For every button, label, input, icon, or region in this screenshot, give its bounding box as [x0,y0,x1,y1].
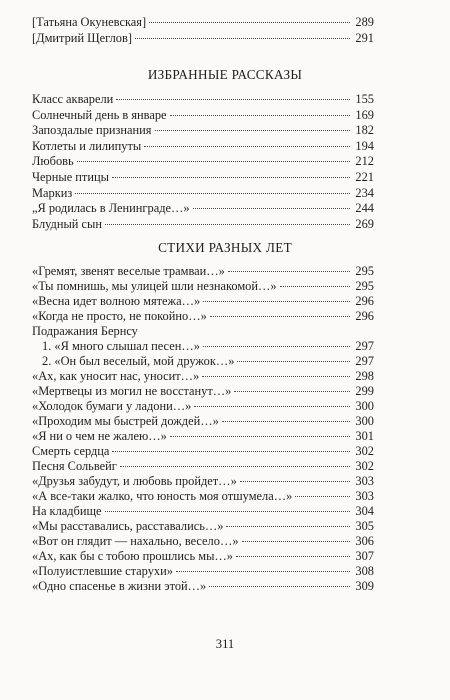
dot-leader [210,316,350,317]
toc-entry-title: Черные птицы [32,169,109,184]
dot-leader [234,391,350,392]
dot-leader [75,193,350,194]
dot-leader [240,481,350,482]
toc-entry [32,309,374,324]
toc-entry-title: На кладбище [32,504,102,518]
toc-entry [32,170,374,186]
dot-leader [194,406,350,407]
toc-poems-list [32,264,374,594]
toc-entry [32,504,374,519]
toc-entry-page: 306 [355,534,374,548]
toc-entry-page: 244 [355,201,374,216]
dot-leader [176,571,350,572]
dot-leader [170,115,350,116]
toc-entry [32,444,374,459]
toc-entry-title: «Холодок бумаги у ладони…» [32,399,192,413]
toc-entry [32,474,374,489]
toc-entry-page: 303 [355,489,374,503]
section-heading-poems: СТИХИ РАЗНЫХ ЛЕТ [158,240,292,255]
dot-leader [228,271,350,272]
toc-entry-title: Подражания Бернсу [32,324,138,338]
dot-leader [203,346,350,347]
toc-entry-title: [Татьяна Окуневская] [32,15,147,29]
toc-entry-page: 291 [355,30,374,45]
toc-entry [32,279,374,294]
dot-leader [209,586,350,587]
toc-entry [32,339,374,354]
toc-entry-page: 302 [355,444,374,458]
toc-entry [32,384,374,399]
toc-entry-title: «Ах, как бы с тобою прошлись мы…» [32,549,233,563]
toc-entry-page: 300 [355,414,374,428]
toc-entry-title: Блудный сын [32,216,102,231]
toc-entry-title: «Я ни о чем не жалею…» [32,429,167,443]
toc-entry [32,108,374,124]
toc-entry-title: Песня Сольвейг [32,459,117,473]
toc-entry [32,31,374,47]
toc-entry-page: 304 [355,504,374,518]
dot-leader [203,301,350,302]
dot-leader [144,146,350,147]
toc-entry [32,564,374,579]
toc-entry-title: „Я родилась в Ленинграде…» [32,201,190,216]
dot-leader [149,22,350,23]
toc-entry-page: 296 [355,294,374,308]
toc-entry-title: «Гремят, звенят веселые трамваи…» [32,264,225,278]
toc-entry-page: 194 [355,138,374,153]
toc-entry-title: «Весна идет волною мятежа…» [32,294,201,308]
toc-entry-title: Солнечный день в январе [32,107,167,122]
toc-entry-page: 295 [355,279,374,293]
toc-entry-title: Любовь [32,154,74,169]
toc-entry-page: 303 [355,474,374,488]
toc-entry-page: 169 [355,107,374,122]
toc-entry [32,217,374,233]
dot-leader [236,556,350,557]
page-number: 311 [215,637,235,651]
toc-entry-page: 269 [355,216,374,231]
toc-entry-title: «Проходим мы быстрей дождей…» [32,414,219,428]
dot-leader [120,466,350,467]
dot-leader [112,177,350,178]
toc-entry-page: 298 [355,369,374,383]
toc-entry-page: 302 [355,459,374,473]
section-heading-stories: ИЗБРАННЫЕ РАССКАЗЫ [147,67,303,82]
toc-entry-page: 309 [355,579,374,593]
toc-top-list [32,15,374,46]
dot-leader [105,511,350,512]
dot-leader [170,436,350,437]
toc-entry-page: 297 [355,339,374,353]
dot-leader [242,541,350,542]
toc-entry [32,399,374,414]
toc-entry-title: «Полуистлевшие старухи» [32,564,173,578]
toc-entry [32,324,374,339]
toc-entry-page: 234 [355,185,374,200]
dot-leader [105,224,350,225]
toc-entry-title: [Дмитрий Щеглов] [32,30,132,45]
toc-entry-title: 1. «Я много слышал песен…» [42,339,200,353]
dot-leader [237,361,350,362]
toc-entry-title: «А все-таки жалко, что юность моя отшумела…» [32,489,293,503]
toc-entry-page: 300 [355,399,374,413]
toc-entry [32,459,374,474]
toc-entry [32,354,374,369]
toc-entry-page: 212 [355,154,374,169]
toc-entry [32,369,374,384]
toc-entry-title: Маркиз [32,185,73,200]
toc-entry [32,549,374,564]
toc-entry [32,579,374,594]
toc-entry-title: 2. «Он был веселый, мой дружок…» [42,354,235,368]
toc-entry [32,186,374,202]
toc-entry-title: «Вот он глядит — нахально, весело…» [32,534,239,548]
toc-entry [32,123,374,139]
toc-entry-title: «Одно спасенье в жизни этой…» [32,579,207,593]
toc-entry-page: 182 [355,123,374,138]
dot-leader [295,496,350,497]
toc-entry-title: Котлеты и лилипуты [32,138,142,153]
dot-leader [112,451,350,452]
toc-entry-title: «Мы расставались, расставались…» [32,519,224,533]
toc-stories-list [32,92,374,232]
toc-entry [32,201,374,217]
toc-entry-title: «Друзья забудут, и любовь пройдет…» [32,474,237,488]
toc-entry-page: 221 [355,169,374,184]
toc-entry-page: 295 [355,264,374,278]
toc-entry-page: 301 [355,429,374,443]
dot-leader [226,526,350,527]
toc-entry-title: Класс акварели [32,92,114,106]
toc-entry [32,519,374,534]
dot-leader [135,38,350,39]
toc-entry-page: 155 [355,92,374,106]
toc-entry [32,154,374,170]
toc-entry-page: 307 [355,549,374,563]
toc-entry-title: «Когда не просто, не покойно…» [32,309,207,323]
dot-leader [222,421,350,422]
toc-entry [32,92,374,108]
toc-entry-page: 308 [355,564,374,578]
toc-entry-title: «Мертвецы из могил не восстанут…» [32,384,232,398]
toc-entry-page: 299 [355,384,374,398]
dot-leader [193,208,350,209]
toc-entry-page: 305 [355,519,374,533]
toc-entry [32,264,374,279]
toc-entry [32,429,374,444]
toc-entry [32,414,374,429]
toc-entry [32,534,374,549]
toc-entry [32,139,374,155]
toc-entry-title: «Ты помнишь, мы улицей шли незнакомой…» [32,279,277,293]
dot-leader [77,161,350,162]
toc-entry-title: «Ах, как уносит нас, уносит…» [32,369,200,383]
toc-entry-page: 296 [355,309,374,323]
toc-entry-page: 289 [355,15,374,29]
dot-leader [280,286,350,287]
toc-entry [32,489,374,504]
dot-leader [155,130,350,131]
dot-leader [202,376,350,377]
dot-leader [116,99,350,100]
toc-entry-title: Смерть сердца [32,444,110,458]
toc-entry-page: 297 [355,354,374,368]
toc-entry-title: Запоздалые признания [32,123,152,138]
toc-entry [32,15,374,31]
toc-entry [32,294,374,309]
